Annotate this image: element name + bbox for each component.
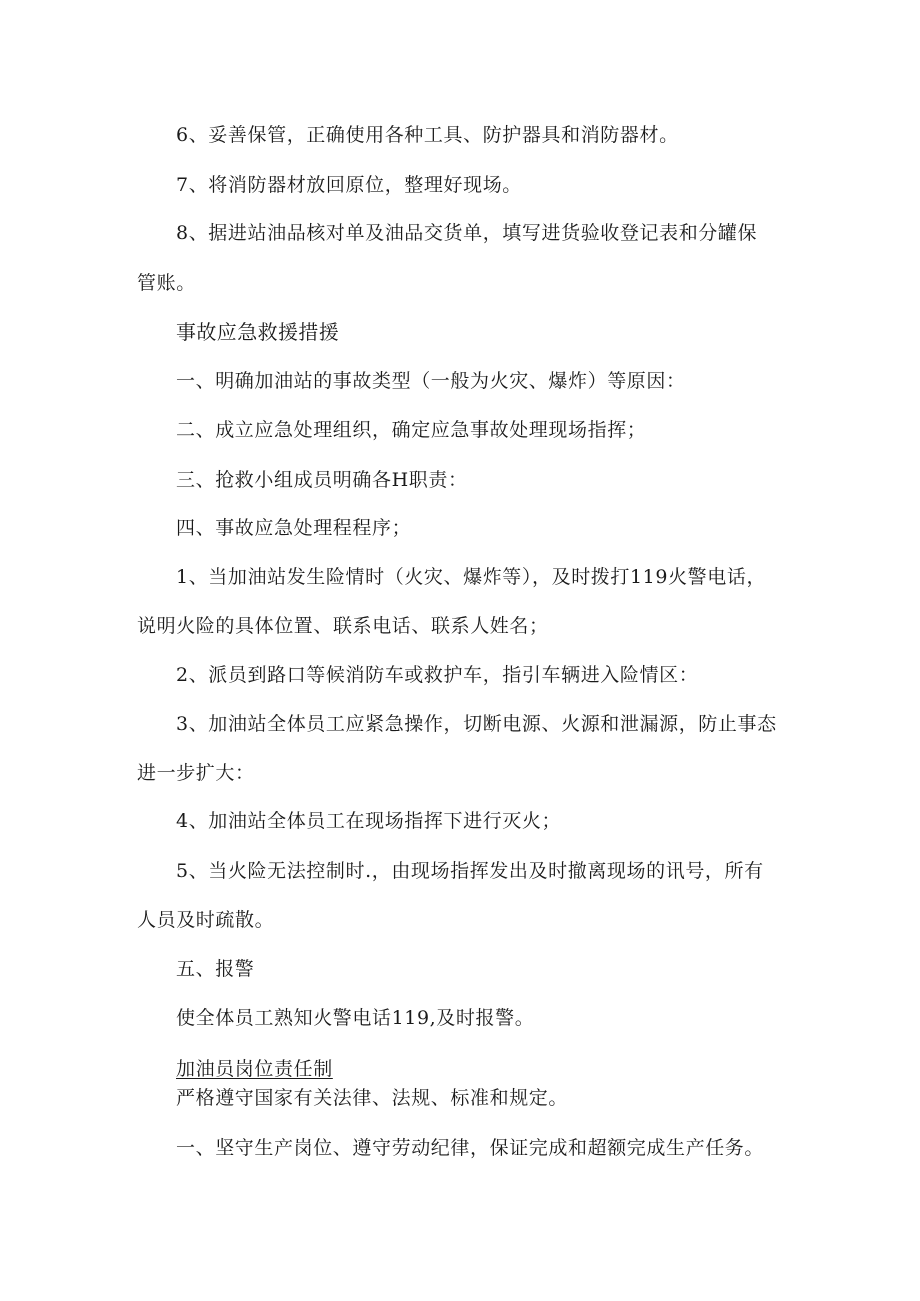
paragraph-line: 6、妥善保管，正确使用各种工具、防护器具和消防器材。 (176, 124, 679, 146)
paragraph-line: 7、将消防器材放回原位，整理好现场。 (176, 174, 522, 196)
paragraph-line: 3、加油站全体员工应紧急操作，切断电源、火源和泄漏源，防止事态 (176, 713, 777, 735)
paragraph-line: 一、明确加油站的事故类型（一般为火灾、爆炸）等原因： (176, 370, 686, 392)
paragraph-line: 2、派员到路口等候消防车或救护车，指引车辆进入险情区： (176, 664, 699, 686)
paragraph-line: 一、坚守生产岗位、遵守劳动纪律，保证完成和超额完成生产任务。 (176, 1137, 765, 1159)
paragraph-line: 5、当火险无法控制时.，由现场指挥发出及时撤离现场的讯号，所有 (176, 860, 764, 882)
paragraph-line: 4、加油站全体员工在现场指挥下进行灭火； (176, 810, 562, 832)
paragraph-line: 四、事故应急处理程程序； (176, 517, 412, 539)
paragraph-line: 使全体员工熟知火警电话119,及时报警。 (176, 1007, 535, 1029)
section-heading: 事故应急救援措援 (176, 320, 340, 344)
paragraph-line: 严格遵守国家有关法律、法规、标准和规定。 (176, 1087, 569, 1109)
paragraph-line: 管账。 (137, 272, 196, 294)
paragraph-line: 二、成立应急处理组织，确定应急事故处理现场指挥； (176, 419, 647, 441)
paragraph-line: 五、报警 (176, 958, 255, 980)
paragraph-line: 说明火险的具体位置、联系电话、联系人姓名； (137, 615, 549, 637)
paragraph-line: 三、抢救小组成员明确各H职责： (176, 469, 468, 491)
section-heading-underlined: 加油员岗位责任制 (176, 1058, 333, 1080)
paragraph-line: 8、据进站油品核对单及油品交货单，填写进货验收登记表和分罐保 (176, 222, 758, 244)
paragraph-line: 进一步扩大： (137, 762, 255, 784)
paragraph-line: 人员及时疏散。 (137, 909, 275, 931)
paragraph-line: 1、当加油站发生险情时（火灾、爆炸等），及时拨打119火警电话， (176, 566, 767, 588)
